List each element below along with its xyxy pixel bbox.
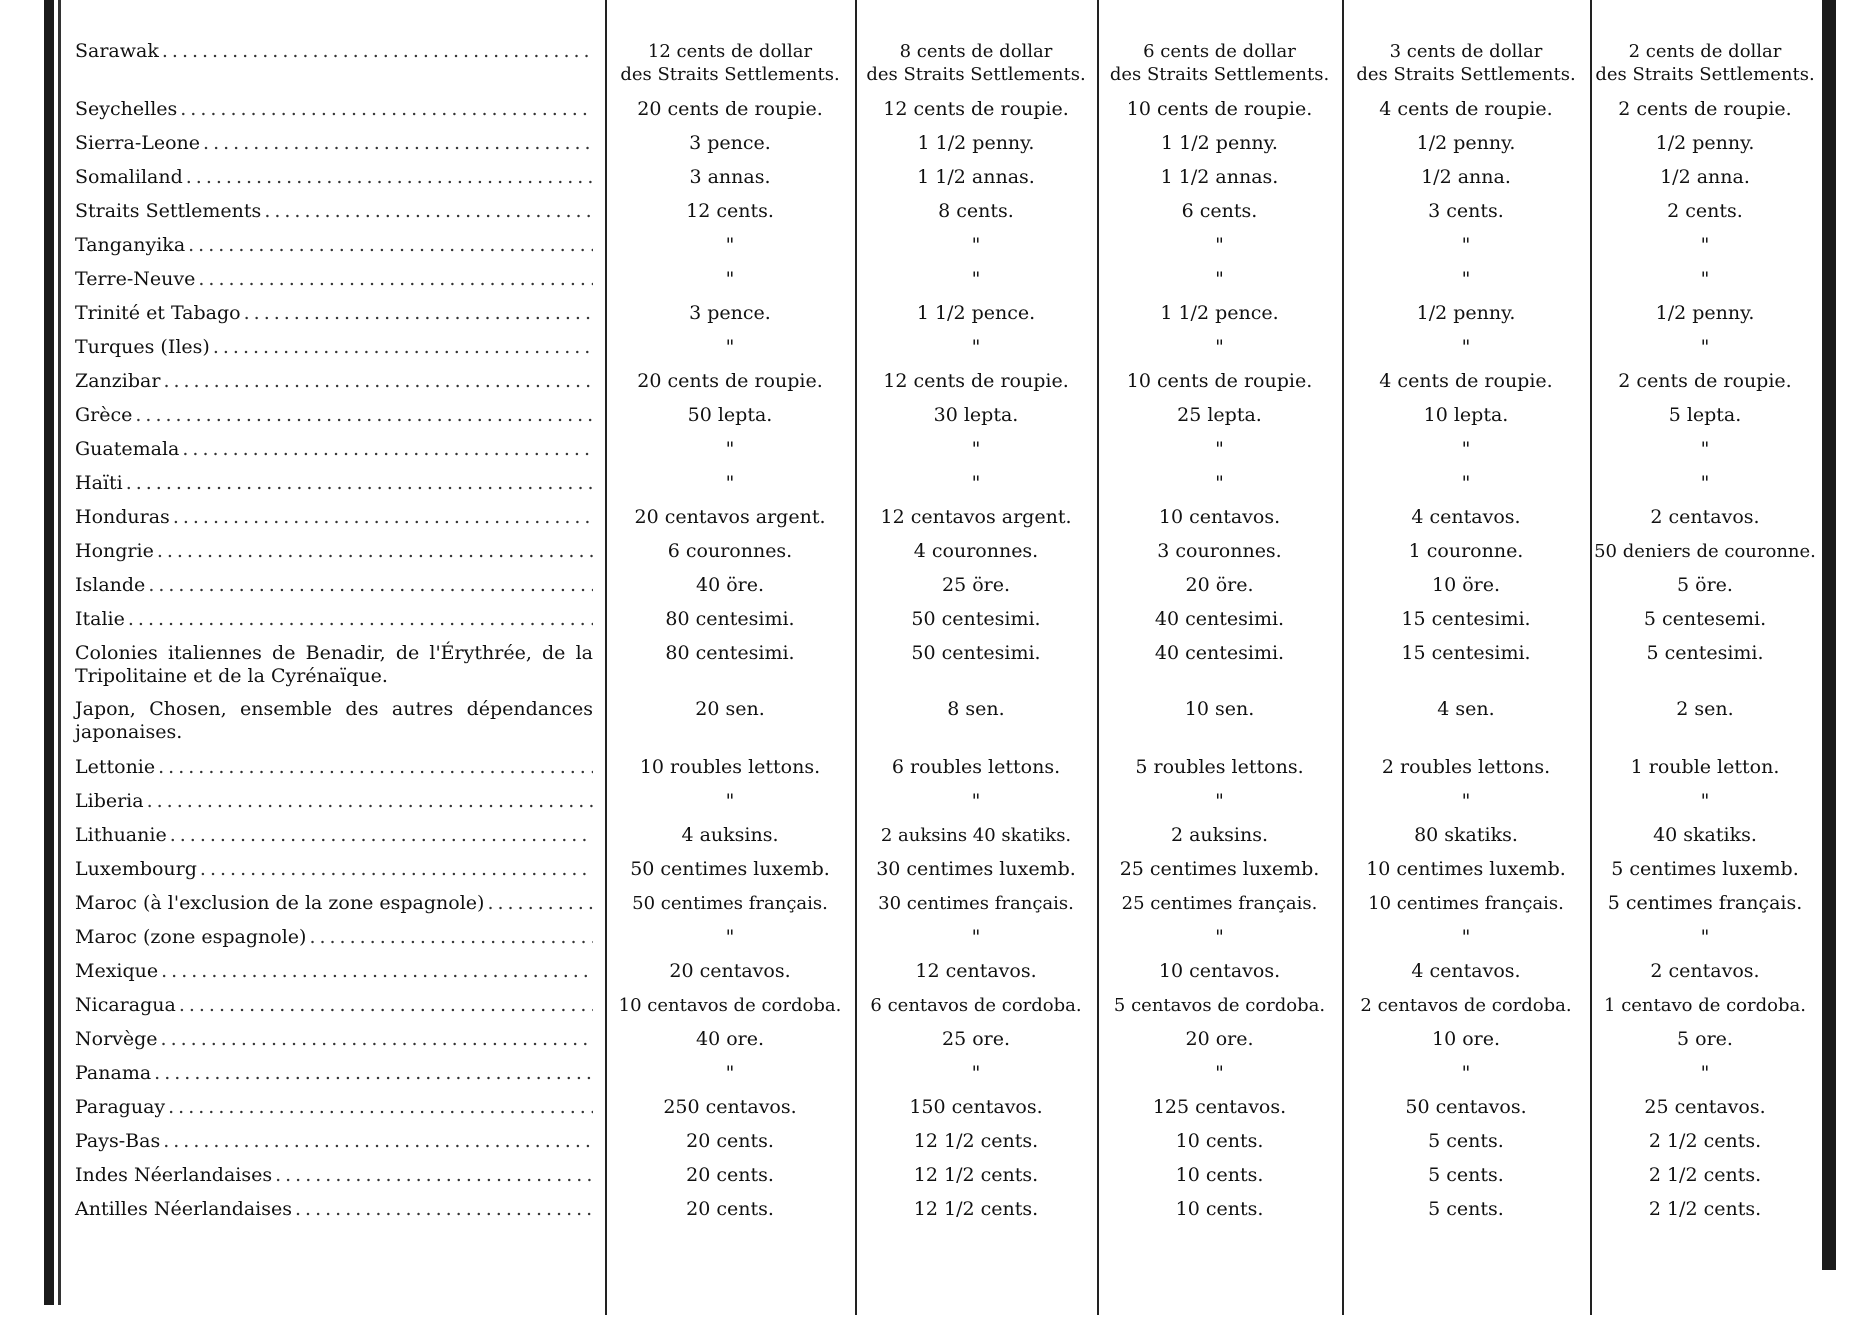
rate-cell: 10 cents de roupie. <box>1126 370 1313 392</box>
table-row <box>75 1062 1820 1096</box>
leader-dots <box>173 506 593 529</box>
country-name: Hongrie <box>75 540 154 562</box>
rate-cell: 10 öre. <box>1431 574 1501 596</box>
country-cell <box>75 370 605 393</box>
leader-dots <box>163 370 593 393</box>
country-cell <box>75 1062 605 1085</box>
table-row <box>75 234 1820 268</box>
country-cell <box>75 824 605 847</box>
rate-cell: 40 centesimi. <box>1154 608 1285 630</box>
rate-cell: 1 1/2 penny. <box>917 132 1035 154</box>
rate-cell: 5 centimes français. <box>1607 892 1803 914</box>
rate-cell: 20 cents. <box>686 1130 774 1152</box>
rate-cell: 10 lepta. <box>1423 404 1509 426</box>
rate-cell: 2 roubles lettons. <box>1381 756 1551 778</box>
rate-cell: 5 centavos de cordoba. <box>1113 995 1326 1016</box>
table-row <box>75 336 1820 370</box>
table-row <box>75 540 1820 574</box>
country-cell <box>75 892 605 915</box>
rate-cell: 1 rouble letton. <box>1630 756 1780 778</box>
rate-cell: 4 auksins. <box>681 824 779 846</box>
country-name: Terre-Neuve <box>75 268 196 290</box>
table-row <box>75 40 1820 98</box>
table-row <box>75 642 1820 698</box>
country-cell <box>75 268 605 291</box>
country-name: Norvège <box>75 1028 158 1050</box>
rate-cell: " <box>971 268 981 290</box>
country-cell <box>75 994 605 1017</box>
rate-cell: 1/2 penny. <box>1416 132 1516 154</box>
country-name: Nicaragua <box>75 994 176 1016</box>
table-row <box>75 1164 1820 1198</box>
leader-dots <box>182 438 593 461</box>
rate-cell: 10 centavos. <box>1158 506 1281 528</box>
country-name: Somaliland <box>75 166 183 188</box>
country-name: Liberia <box>75 790 144 812</box>
country-name: Sierra-Leone <box>75 132 201 154</box>
rate-cell: 8 cents de dollar des Straits Settlements. <box>866 41 1086 85</box>
rate-cell: " <box>1215 790 1224 812</box>
country-name: Luxembourg <box>75 858 197 880</box>
rate-cell: 40 ore. <box>695 1028 765 1050</box>
rate-cell: 10 cents. <box>1175 1130 1264 1152</box>
rate-cell: 20 cents de roupie. <box>637 370 823 392</box>
rate-cell: 6 couronnes. <box>667 540 793 562</box>
rate-cell: " <box>971 336 981 358</box>
rate-cell: 10 roubles lettons. <box>639 756 821 778</box>
leader-dots <box>309 926 593 949</box>
rate-cell: 15 centesimi. <box>1401 608 1531 630</box>
rate-cell: " <box>971 790 981 812</box>
rate-cell: 2 centavos. <box>1650 506 1760 528</box>
country-cell <box>75 608 605 631</box>
rate-cell: 2 cents de roupie. <box>1618 98 1792 120</box>
country-name: Turques (Iles) <box>75 336 210 358</box>
rate-cell: " <box>1215 472 1224 494</box>
rate-cell: 3 annas. <box>689 166 771 188</box>
rate-cell: 1 1/2 annas. <box>1160 166 1279 188</box>
country-cell <box>75 1096 605 1119</box>
rate-cell: " <box>1700 1062 1710 1084</box>
rate-cell: 1/2 penny. <box>1655 132 1755 154</box>
rate-cell: 2 auksins. <box>1170 824 1269 846</box>
rate-cell: 25 öre. <box>941 574 1011 596</box>
table-row <box>75 756 1820 790</box>
rate-cell: 2 cents. <box>1667 200 1743 222</box>
rate-cell: 125 centavos. <box>1152 1096 1287 1118</box>
leader-dots <box>161 960 593 983</box>
country-cell <box>75 1198 605 1221</box>
tariff-table <box>75 40 1820 1232</box>
leader-dots <box>200 858 593 881</box>
country-name: Straits Settlements <box>75 200 262 222</box>
table-row <box>75 574 1820 608</box>
rate-cell: " <box>1461 1062 1471 1084</box>
country-cell <box>75 472 605 495</box>
leader-dots <box>188 234 593 257</box>
rate-cell: 8 sen. <box>947 698 1005 720</box>
rate-cell: 10 centavos. <box>1158 960 1281 982</box>
rate-cell: 1 couronne. <box>1408 540 1524 562</box>
rate-cell: " <box>1700 926 1710 948</box>
rate-cell: 4 centavos. <box>1411 960 1521 982</box>
leader-dots <box>264 200 593 223</box>
rate-cell: 2 1/2 cents. <box>1648 1130 1762 1152</box>
rate-cell: 1 1/2 pence. <box>916 302 1036 324</box>
country-cell <box>75 698 605 744</box>
country-name: Tanganyika <box>75 234 186 256</box>
rate-cell: " <box>725 234 735 256</box>
rate-cell: " <box>1461 268 1471 290</box>
country-name: Seychelles <box>75 98 178 120</box>
country-cell <box>75 506 605 529</box>
rate-cell: 2 cents de dollar des Straits Settlements. <box>1595 41 1815 85</box>
table-row <box>75 438 1820 472</box>
table-row <box>75 608 1820 642</box>
country-cell <box>75 858 605 881</box>
table-row <box>75 472 1820 506</box>
rate-cell: 50 centimes français. <box>632 893 828 914</box>
rate-cell: " <box>971 926 981 948</box>
rate-cell: 5 roubles lettons. <box>1135 756 1304 778</box>
rate-cell: 3 pence. <box>689 302 771 324</box>
leader-dots <box>179 994 593 1017</box>
rate-cell: 4 couronnes. <box>913 540 1039 562</box>
rate-cell: 5 cents. <box>1428 1130 1504 1152</box>
country-name: Lithuanie <box>75 824 167 846</box>
country-name: Maroc (à l'exclusion de la zone espagnole) <box>75 892 485 914</box>
country-cell <box>75 200 605 223</box>
leader-dots <box>157 540 593 563</box>
rate-cell: " <box>725 790 735 812</box>
rate-cell: 5 centimes luxemb. <box>1611 858 1799 880</box>
table-row <box>75 1198 1820 1232</box>
country-cell <box>75 234 605 257</box>
rate-cell: 5 öre. <box>1677 574 1733 596</box>
rate-cell: 20 centavos argent. <box>634 506 826 528</box>
rate-cell: 3 couronnes. <box>1157 540 1282 562</box>
rate-cell: 10 cents de roupie. <box>1126 98 1313 120</box>
rate-cell: " <box>1700 336 1710 358</box>
rate-cell: 1 1/2 annas. <box>917 166 1035 188</box>
country-cell <box>75 132 605 155</box>
rate-cell: 2 centavos. <box>1650 960 1760 982</box>
rate-cell: 12 centavos. <box>915 960 1037 982</box>
table-row <box>75 166 1820 200</box>
table-row <box>75 98 1820 132</box>
leader-dots <box>163 1130 593 1153</box>
rate-cell: 20 öre. <box>1185 574 1254 596</box>
rate-cell: 50 centesimi. <box>911 608 1041 630</box>
rate-cell: 10 ore. <box>1431 1028 1501 1050</box>
left-border-rule-thin <box>58 0 61 1305</box>
table-row <box>75 268 1820 302</box>
country-cell <box>75 1028 605 1051</box>
country-cell <box>75 1130 605 1153</box>
rate-cell: " <box>1461 234 1471 256</box>
country-cell <box>75 1164 605 1187</box>
rate-cell: " <box>1215 926 1224 948</box>
rate-cell: " <box>1461 472 1471 494</box>
rate-cell: 50 centavos. <box>1405 1096 1527 1118</box>
rate-cell: 40 centesimi. <box>1154 642 1285 664</box>
country-cell <box>75 574 605 597</box>
rate-cell: 30 centimes français. <box>878 893 1074 914</box>
table-row <box>75 994 1820 1028</box>
country-cell <box>75 404 605 427</box>
leader-dots <box>135 404 593 427</box>
rate-cell: 20 ore. <box>1185 1028 1254 1050</box>
rate-cell: 10 sen. <box>1184 698 1255 720</box>
rate-cell: 4 centavos. <box>1411 506 1521 528</box>
rate-cell: 1/2 penny. <box>1416 302 1516 324</box>
rate-cell: " <box>1700 438 1710 460</box>
rate-cell: 25 centavos. <box>1644 1096 1766 1118</box>
rate-cell: " <box>1461 336 1471 358</box>
rate-cell: 40 öre. <box>695 574 765 596</box>
leader-dots <box>186 166 593 189</box>
rate-cell: 30 lepta. <box>933 404 1019 426</box>
country-name: Colonies italiennes de Benadir, de l'Érythrée, de la Tripolitaine et de la Cyrénaïque. <box>75 642 593 687</box>
table-row <box>75 698 1820 756</box>
rate-cell: 40 skatiks. <box>1653 824 1757 846</box>
country-cell <box>75 40 605 63</box>
leader-dots <box>203 132 593 155</box>
country-name: Lettonie <box>75 756 156 778</box>
rate-cell: 1/2 anna. <box>1660 166 1750 188</box>
rate-cell: 10 cents. <box>1175 1198 1264 1220</box>
rate-cell: 10 centimes français. <box>1368 893 1564 914</box>
rate-cell: 1/2 penny. <box>1655 302 1755 324</box>
table-row <box>75 506 1820 540</box>
leader-dots <box>162 40 593 63</box>
rate-cell: " <box>1461 926 1471 948</box>
table-row <box>75 858 1820 892</box>
left-border-rule <box>44 0 54 1305</box>
country-name: Zanzibar <box>75 370 161 392</box>
leader-dots <box>168 1096 593 1119</box>
rate-cell: 25 centimes luxemb. <box>1119 858 1320 880</box>
rate-cell: " <box>1461 438 1471 460</box>
rate-cell: 1 1/2 pence. <box>1160 302 1279 324</box>
rate-cell: " <box>1215 234 1224 256</box>
country-name: Antilles Néerlandaises <box>75 1198 293 1220</box>
country-cell <box>75 302 605 325</box>
country-cell <box>75 540 605 563</box>
leader-dots <box>295 1198 593 1221</box>
rate-cell: 2 1/2 cents. <box>1648 1164 1762 1186</box>
country-cell <box>75 960 605 983</box>
table-row <box>75 1130 1820 1164</box>
leader-dots <box>148 574 593 597</box>
rate-cell: " <box>971 472 981 494</box>
rate-cell: 20 sen. <box>695 698 765 720</box>
rate-cell: 50 lepta. <box>687 404 773 426</box>
leader-dots <box>213 336 593 359</box>
rate-cell: 50 centimes luxemb. <box>630 858 830 880</box>
rate-cell: 10 centavos de cordoba. <box>618 995 842 1016</box>
rate-cell: 8 cents. <box>938 200 1014 222</box>
rate-cell: 12 cents. <box>686 200 774 222</box>
country-name: Trinité et Tabago <box>75 302 241 324</box>
rate-cell: 15 centesimi. <box>1401 642 1531 664</box>
country-name: Grèce <box>75 404 133 426</box>
table-row <box>75 200 1820 234</box>
country-cell <box>75 438 605 461</box>
table-row <box>75 302 1820 336</box>
country-name: Islande <box>75 574 146 596</box>
table-row <box>75 926 1820 960</box>
rate-cell: 50 centesimi. <box>911 642 1041 664</box>
country-cell <box>75 642 605 688</box>
country-cell <box>75 756 605 779</box>
leader-dots <box>198 268 593 291</box>
leader-dots <box>147 790 593 813</box>
rate-cell: 12 centavos argent. <box>880 506 1072 528</box>
rate-cell: 20 cents. <box>686 1164 774 1186</box>
leader-dots <box>154 1062 593 1085</box>
rate-cell: 1 1/2 penny. <box>1161 132 1278 154</box>
leader-dots <box>487 892 593 915</box>
rate-cell: 20 cents de roupie. <box>637 98 823 120</box>
leader-dots <box>126 472 593 495</box>
rate-cell: 6 cents de dollar des Straits Settlements. <box>1109 41 1330 85</box>
rate-cell: 25 centimes français. <box>1121 893 1318 914</box>
rate-cell: 6 cents. <box>1181 200 1258 222</box>
rate-cell: " <box>971 1062 981 1084</box>
country-cell <box>75 926 605 949</box>
rate-cell: " <box>1215 336 1224 358</box>
rate-cell: " <box>1215 1062 1224 1084</box>
leader-dots <box>244 302 593 325</box>
leader-dots <box>180 98 593 121</box>
rate-cell: " <box>971 438 981 460</box>
rate-cell: " <box>1700 268 1710 290</box>
rate-cell: 12 1/2 cents. <box>913 1164 1039 1186</box>
rate-cell: " <box>1461 790 1471 812</box>
rate-cell: 4 cents de roupie. <box>1379 370 1553 392</box>
rate-cell: 5 centesimi. <box>1646 642 1764 664</box>
leader-dots <box>170 824 593 847</box>
rate-cell: 3 cents de dollar des Straits Settlements. <box>1356 41 1576 85</box>
rate-cell: 12 1/2 cents. <box>913 1130 1039 1152</box>
leader-dots <box>275 1164 593 1187</box>
rate-cell: 6 centavos de cordoba. <box>870 995 1082 1016</box>
table-row <box>75 790 1820 824</box>
country-name: Guatemala <box>75 438 180 460</box>
rate-cell: " <box>725 926 735 948</box>
rate-cell: 5 cents. <box>1428 1198 1504 1220</box>
rate-cell: " <box>1700 790 1710 812</box>
right-border-rule <box>1822 0 1836 1270</box>
country-name: Pays-Bas <box>75 1130 161 1152</box>
rate-cell: 80 skatiks. <box>1414 824 1518 846</box>
rate-cell: 80 centesimi. <box>665 608 795 630</box>
country-name: Italie <box>75 608 125 630</box>
country-cell <box>75 336 605 359</box>
rate-cell: 3 pence. <box>689 132 771 154</box>
rate-cell: 25 lepta. <box>1177 404 1262 426</box>
rate-cell: 2 centavos de cordoba. <box>1360 995 1572 1016</box>
rate-cell: " <box>725 438 735 460</box>
leader-dots <box>158 756 593 779</box>
rate-cell: 12 1/2 cents. <box>913 1198 1039 1220</box>
rate-cell: 5 ore. <box>1677 1028 1733 1050</box>
rate-cell: 4 sen. <box>1437 698 1495 720</box>
rate-cell: 3 cents. <box>1428 200 1504 222</box>
rate-cell: 5 centesemi. <box>1643 608 1767 630</box>
table-row <box>75 824 1820 858</box>
rate-cell: " <box>1215 268 1224 290</box>
rate-cell: 12 cents de roupie. <box>883 98 1069 120</box>
rate-cell: 20 centavos. <box>669 960 791 982</box>
rate-cell: 4 cents de roupie. <box>1379 98 1553 120</box>
rate-cell: 2 cents de roupie. <box>1618 370 1792 392</box>
rate-cell: 10 centimes luxemb. <box>1366 858 1566 880</box>
rate-cell: 5 cents. <box>1428 1164 1504 1186</box>
table-row <box>75 892 1820 926</box>
rate-cell: " <box>725 336 735 358</box>
rate-cell: 2 auksins 40 skatiks. <box>880 825 1072 846</box>
country-name: Mexique <box>75 960 159 982</box>
country-cell <box>75 166 605 189</box>
table-row <box>75 404 1820 438</box>
country-name: Sarawak <box>75 40 159 62</box>
rate-cell: " <box>725 1062 735 1084</box>
rate-cell: 20 cents. <box>686 1198 774 1220</box>
leader-dots <box>128 608 593 631</box>
rate-cell: " <box>725 472 735 494</box>
rate-cell: 10 cents. <box>1175 1164 1264 1186</box>
rate-cell: 25 ore. <box>941 1028 1011 1050</box>
rate-cell: 150 centavos. <box>909 1096 1043 1118</box>
country-name: Panama <box>75 1062 152 1084</box>
table-row <box>75 370 1820 404</box>
country-name: Paraguay <box>75 1096 166 1118</box>
table-row <box>75 1028 1820 1062</box>
rate-cell: 1/2 anna. <box>1421 166 1511 188</box>
rate-cell: 1 centavo de cordoba. <box>1604 995 1806 1016</box>
rate-cell: " <box>1700 234 1710 256</box>
country-name: Maroc (zone espagnole) <box>75 926 307 948</box>
rate-cell: " <box>971 234 981 256</box>
rate-cell: 80 centesimi. <box>665 642 795 664</box>
rate-cell: " <box>725 268 735 290</box>
table-row <box>75 1096 1820 1130</box>
country-cell <box>75 98 605 121</box>
rate-cell: " <box>1700 472 1710 494</box>
rate-cell: 12 cents de roupie. <box>883 370 1069 392</box>
rate-cell: 30 centimes luxemb. <box>876 858 1076 880</box>
rate-cell: 6 roubles lettons. <box>891 756 1061 778</box>
country-name: Indes Néerlandaises <box>75 1164 273 1186</box>
rate-cell: 50 deniers de couronne. <box>1594 541 1816 562</box>
rate-cell: 2 1/2 cents. <box>1648 1198 1762 1220</box>
rate-cell: 250 centavos. <box>663 1096 797 1118</box>
country-name: Honduras <box>75 506 170 528</box>
leader-dots <box>161 1028 593 1051</box>
table-row <box>75 960 1820 994</box>
rate-cell: 2 sen. <box>1676 698 1734 720</box>
table-row <box>75 132 1820 166</box>
rate-cell: 12 cents de dollar des Straits Settlements. <box>620 41 840 85</box>
country-name: Japon, Chosen, ensemble des autres dépendances japonaises. <box>75 698 593 743</box>
country-name: Haïti <box>75 472 123 494</box>
rate-cell: " <box>1215 438 1224 460</box>
country-cell <box>75 790 605 813</box>
rate-cell: 5 lepta. <box>1668 404 1742 426</box>
